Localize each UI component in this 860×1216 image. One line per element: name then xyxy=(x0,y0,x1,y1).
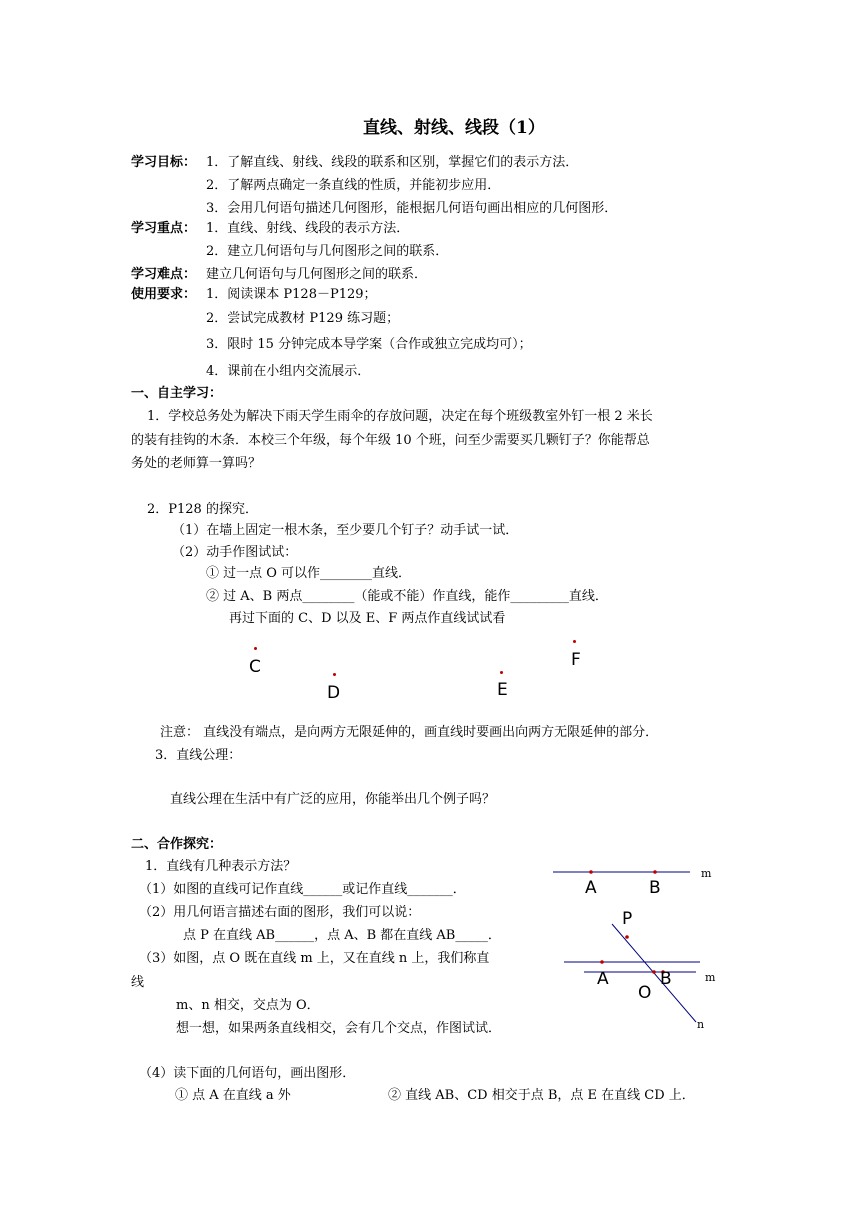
section2-q1-4a: ① 点 A 在直线 a 外 xyxy=(175,1088,291,1103)
point-d-label: D xyxy=(327,683,341,703)
section1-q2-1: （1）在墙上固定一根木条，至少要几个钉子？动手试一试． xyxy=(172,523,519,538)
section1-note: 注意： 直线没有端点，是向两方无限延伸的，画直线时要画出向两方无限延伸的部分． xyxy=(160,725,659,740)
figure2-point-p-dot xyxy=(625,935,629,939)
section1-q1-line: 务处的老师算一算吗？ xyxy=(131,456,262,471)
point-c-label: C xyxy=(249,657,261,677)
figure-line-ab xyxy=(540,860,720,900)
section1-q1-line: 1．学校总务处为解决下雨天学生雨伞的存放问题，决定在每个班级教室外钉一根 2 米长 xyxy=(147,409,653,424)
point-e-dot xyxy=(500,671,503,674)
figure2-point-o-dot xyxy=(652,970,656,974)
section1-q3-text: 直线公理在生活中有广泛的应用，你能举出几个例子吗？ xyxy=(170,792,496,807)
figure1-point-a-dot xyxy=(589,870,593,874)
key-point-item: 2．建立几何语句与几何图形之间的联系． xyxy=(206,244,449,259)
figure1-label-a: A xyxy=(585,878,597,898)
section2-q1-3b: 线 xyxy=(131,975,145,990)
figure2-point-a-dot xyxy=(600,960,604,964)
point-c-dot xyxy=(254,647,257,650)
page-title: 直线、射线、线段（1） xyxy=(363,118,545,138)
section2-q1-4b: ② 直线 AB、CD 相交于点 B，点 E 在直线 CD 上． xyxy=(388,1088,695,1103)
figure2-label-m: m xyxy=(705,971,716,984)
figure1-label-m: m xyxy=(701,867,712,880)
requirement-item: 3．限时 15 分钟完成本导学案（合作或独立完成均可）； xyxy=(206,337,532,352)
section2-q1: 1．直线有几种表示方法？ xyxy=(145,859,297,874)
objective-item: 2．了解两点确定一条直线的性质，并能初步应用． xyxy=(206,178,501,193)
section1-q2-2a: ① 过一点 O 可以作________直线． xyxy=(206,566,412,581)
section1-q2-2c: 再过下面的 C、D 以及 E、F 两点作直线试试看 xyxy=(229,611,506,626)
section2-q1-2: （2）用几何语言描述右面的图形，我们可以说： xyxy=(139,905,421,920)
difficulties-text: 建立几何语句与几何图形之间的联系． xyxy=(206,267,428,282)
key-points-label: 学习重点： xyxy=(131,221,197,236)
point-f-label: F xyxy=(571,650,581,670)
section1-q3: 3．直线公理： xyxy=(155,748,242,763)
figure1-point-b-dot xyxy=(653,870,657,874)
point-d-dot xyxy=(333,673,336,676)
requirements-label: 使用要求： xyxy=(131,287,197,302)
section1-q2: 2．P128 的探究． xyxy=(147,502,258,517)
section2-q1-3a: （3）如图，点 O 既在直线 m 上，又在直线 n 上，我们称直 xyxy=(139,951,490,966)
section2-q1-2a: 点 P 在直线 AB______，点 A、B 都在直线 AB_____． xyxy=(183,928,501,943)
section2-q1-3d: 想一想，如果两条直线相交，会有几个交点，作图试试． xyxy=(176,1021,502,1036)
figure-intersecting-lines xyxy=(560,920,720,1030)
section1-q1-line: 的装有挂钩的木条．本校三个年级，每个年级 10 个班，问至少需要买几颗钉子？你能帮总 xyxy=(131,433,650,448)
section2-q1-4: （4）读下面的几何语句，画出图形． xyxy=(139,1066,356,1081)
section2-q1-1: （1）如图的直线可记作直线______或记作直线_______． xyxy=(139,882,466,897)
section1-q2-2b: ② 过 A、B 两点________（能或不能）作直线，能作_________直线． xyxy=(206,589,608,604)
section1-q2-2: （2）动手作图试试： xyxy=(172,545,298,560)
section2-q1-3c: m、n 相交，交点为 O． xyxy=(176,998,320,1013)
difficulties-label: 学习难点： xyxy=(131,267,197,282)
objective-item: 1．了解直线、射线、线段的联系和区别，掌握它们的表示方法． xyxy=(206,155,579,170)
point-e-label: E xyxy=(497,680,508,700)
objective-item: 3．会用几何语句描述几何图形，能根据几何语句画出相应的几何图形． xyxy=(206,201,618,216)
objectives-label: 学习目标： xyxy=(131,155,197,170)
key-point-item: 1．直线、射线、线段的表示方法． xyxy=(206,221,410,236)
requirement-item: 1．阅读课本 P128－P129； xyxy=(206,287,377,302)
requirement-item: 4．课前在小组内交流展示． xyxy=(206,364,371,379)
section2-heading: 二、合作探究： xyxy=(131,837,223,852)
point-f-dot xyxy=(573,640,576,643)
figure2-label-o: O xyxy=(638,983,652,1003)
figure2-label-p: P xyxy=(622,909,633,929)
figure1-label-b: B xyxy=(649,878,661,898)
figure2-label-b: B xyxy=(660,969,672,989)
figure2-label-a: A xyxy=(597,969,609,989)
section1-heading: 一、自主学习： xyxy=(131,386,223,401)
figure2-label-n: n xyxy=(697,1018,705,1031)
requirement-item: 2．尝试完成教材 P129 练习题； xyxy=(206,311,400,326)
